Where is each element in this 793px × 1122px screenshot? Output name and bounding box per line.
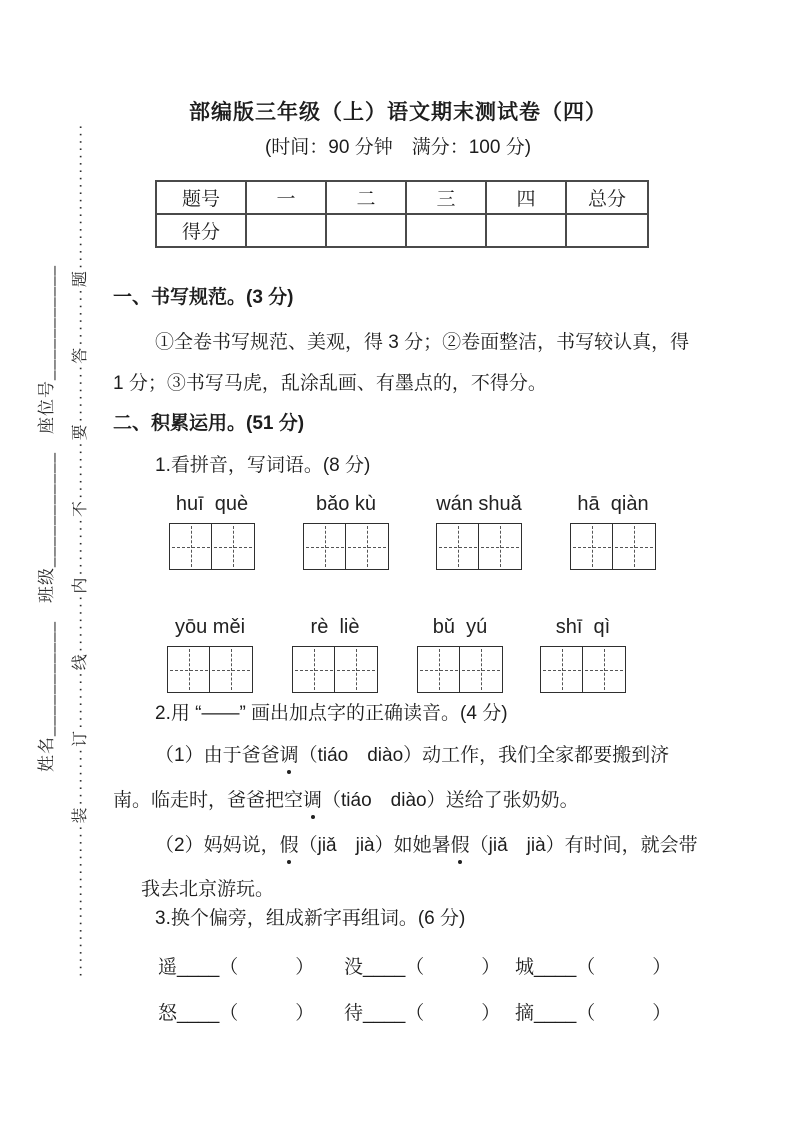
writing-grid xyxy=(434,523,524,570)
pinyin-label: bǔ yú xyxy=(432,616,488,638)
radical-change-blank: 城____（ ） xyxy=(515,957,672,978)
emphasis-dotted-char: 调 xyxy=(303,790,323,811)
score-empty-cell xyxy=(566,214,648,247)
pinyin-label: shī qì xyxy=(555,616,611,638)
section-2-heading: 二、积累运用。(51 分) xyxy=(113,413,305,434)
question-2-label: 2.用 “——” 画出加点字的正确读音。(4 分) xyxy=(155,703,508,724)
grid-cell xyxy=(169,523,213,570)
pinyin-word-group xyxy=(538,616,628,693)
grid-cell xyxy=(612,523,656,570)
score-row-label: 得分 xyxy=(156,214,246,247)
writing-grid xyxy=(165,646,255,693)
score-header-cell: 四 xyxy=(486,181,566,214)
radical-change-blank: 怒____（ ） xyxy=(158,1003,315,1024)
radical-change-blank: 遥____（ ） xyxy=(158,957,315,978)
pinyin-word-group xyxy=(568,493,658,570)
pinyin-label: yōu měi xyxy=(174,616,246,638)
pinyin-label: wán shuǎ xyxy=(436,493,522,515)
pinyin-label: hā qiàn xyxy=(577,493,649,515)
score-table-header-row xyxy=(156,181,648,214)
score-table xyxy=(155,180,649,248)
student-info-line: 姓名___________ 班级___________ 座位号___________ xyxy=(37,264,56,772)
writing-grid xyxy=(290,646,380,693)
writing-grid xyxy=(301,523,391,570)
grid-cell xyxy=(570,523,614,570)
section-1-text-line: ①全卷书写规范、美观，得 3 分；②卷面整洁，书写较认真，得 xyxy=(155,332,690,353)
section-1-heading: 一、书写规范。(3 分) xyxy=(113,287,294,308)
question-2-sentence: 我去北京游玩。 xyxy=(141,879,275,900)
score-header-cell: 总分 xyxy=(566,181,648,214)
exam-content xyxy=(113,0,713,1122)
grid-cell xyxy=(417,646,461,693)
emphasis-dotted-char: 调 xyxy=(279,745,299,766)
score-empty-cell xyxy=(486,214,566,247)
grid-cell xyxy=(459,646,503,693)
pinyin-word-group xyxy=(165,616,255,693)
emphasis-dotted-char: 假 xyxy=(279,835,299,856)
question-3-label: 3.换个偏旁，组成新字再组词。(6 分) xyxy=(155,908,466,929)
writing-grid xyxy=(167,523,257,570)
question-1-label: 1.看拼音，写词语。(8 分) xyxy=(155,455,371,476)
writing-grid xyxy=(568,523,658,570)
pinyin-word-group xyxy=(434,493,524,570)
score-empty-cell xyxy=(406,214,486,247)
page-title: 部编版三年级（上）语文期末测试卷（四） xyxy=(189,101,607,124)
radical-change-blank: 待____（ ） xyxy=(344,1003,501,1024)
question-2-sentence: （1）由于爸爸调（tiáo diào）动工作，我们全家都要搬到济 xyxy=(155,745,670,766)
grid-cell xyxy=(345,523,389,570)
grid-cell xyxy=(167,646,211,693)
pinyin-word-group xyxy=(167,493,257,570)
score-table-value-row xyxy=(156,214,648,247)
grid-cell xyxy=(209,646,253,693)
pinyin-word-group xyxy=(290,616,380,693)
grid-cell xyxy=(540,646,584,693)
pinyin-label: bǎo kù xyxy=(315,493,377,515)
binding-line: ·····················装········订········线········内········不········要········答········题···················· xyxy=(72,122,89,978)
grid-cell xyxy=(582,646,626,693)
score-empty-cell xyxy=(326,214,406,247)
score-header-cell: 题号 xyxy=(156,181,246,214)
pinyin-label: rè liè xyxy=(310,616,360,638)
score-empty-cell xyxy=(246,214,326,247)
grid-cell xyxy=(334,646,378,693)
score-header-cell: 三 xyxy=(406,181,486,214)
page-subtitle: (时间：90 分钟 满分：100 分) xyxy=(264,137,532,158)
score-header-cell: 一 xyxy=(246,181,326,214)
grid-cell xyxy=(478,523,522,570)
pinyin-word-group xyxy=(301,493,391,570)
grid-cell xyxy=(303,523,347,570)
grid-cell xyxy=(211,523,255,570)
section-1-text-line: 1 分；③书写马虎，乱涂乱画、有墨点的，不得分。 xyxy=(113,373,547,394)
radical-change-blank: 摘____（ ） xyxy=(515,1003,672,1024)
grid-cell xyxy=(292,646,336,693)
emphasis-dotted-char: 假 xyxy=(450,835,470,856)
pinyin-word-group xyxy=(415,616,505,693)
writing-grid xyxy=(538,646,628,693)
question-2-sentence: 南。临走时，爸爸把空调（tiáo diào）送给了张奶奶。 xyxy=(113,790,579,811)
question-2-sentence: （2）妈妈说，假（jiǎ jià）如她暑假（jiǎ jià）有时间，就会带 xyxy=(155,835,698,856)
radical-change-blank: 没____（ ） xyxy=(344,957,501,978)
score-header-cell: 二 xyxy=(326,181,406,214)
writing-grid xyxy=(415,646,505,693)
pinyin-label: huī què xyxy=(175,493,249,515)
grid-cell xyxy=(436,523,480,570)
